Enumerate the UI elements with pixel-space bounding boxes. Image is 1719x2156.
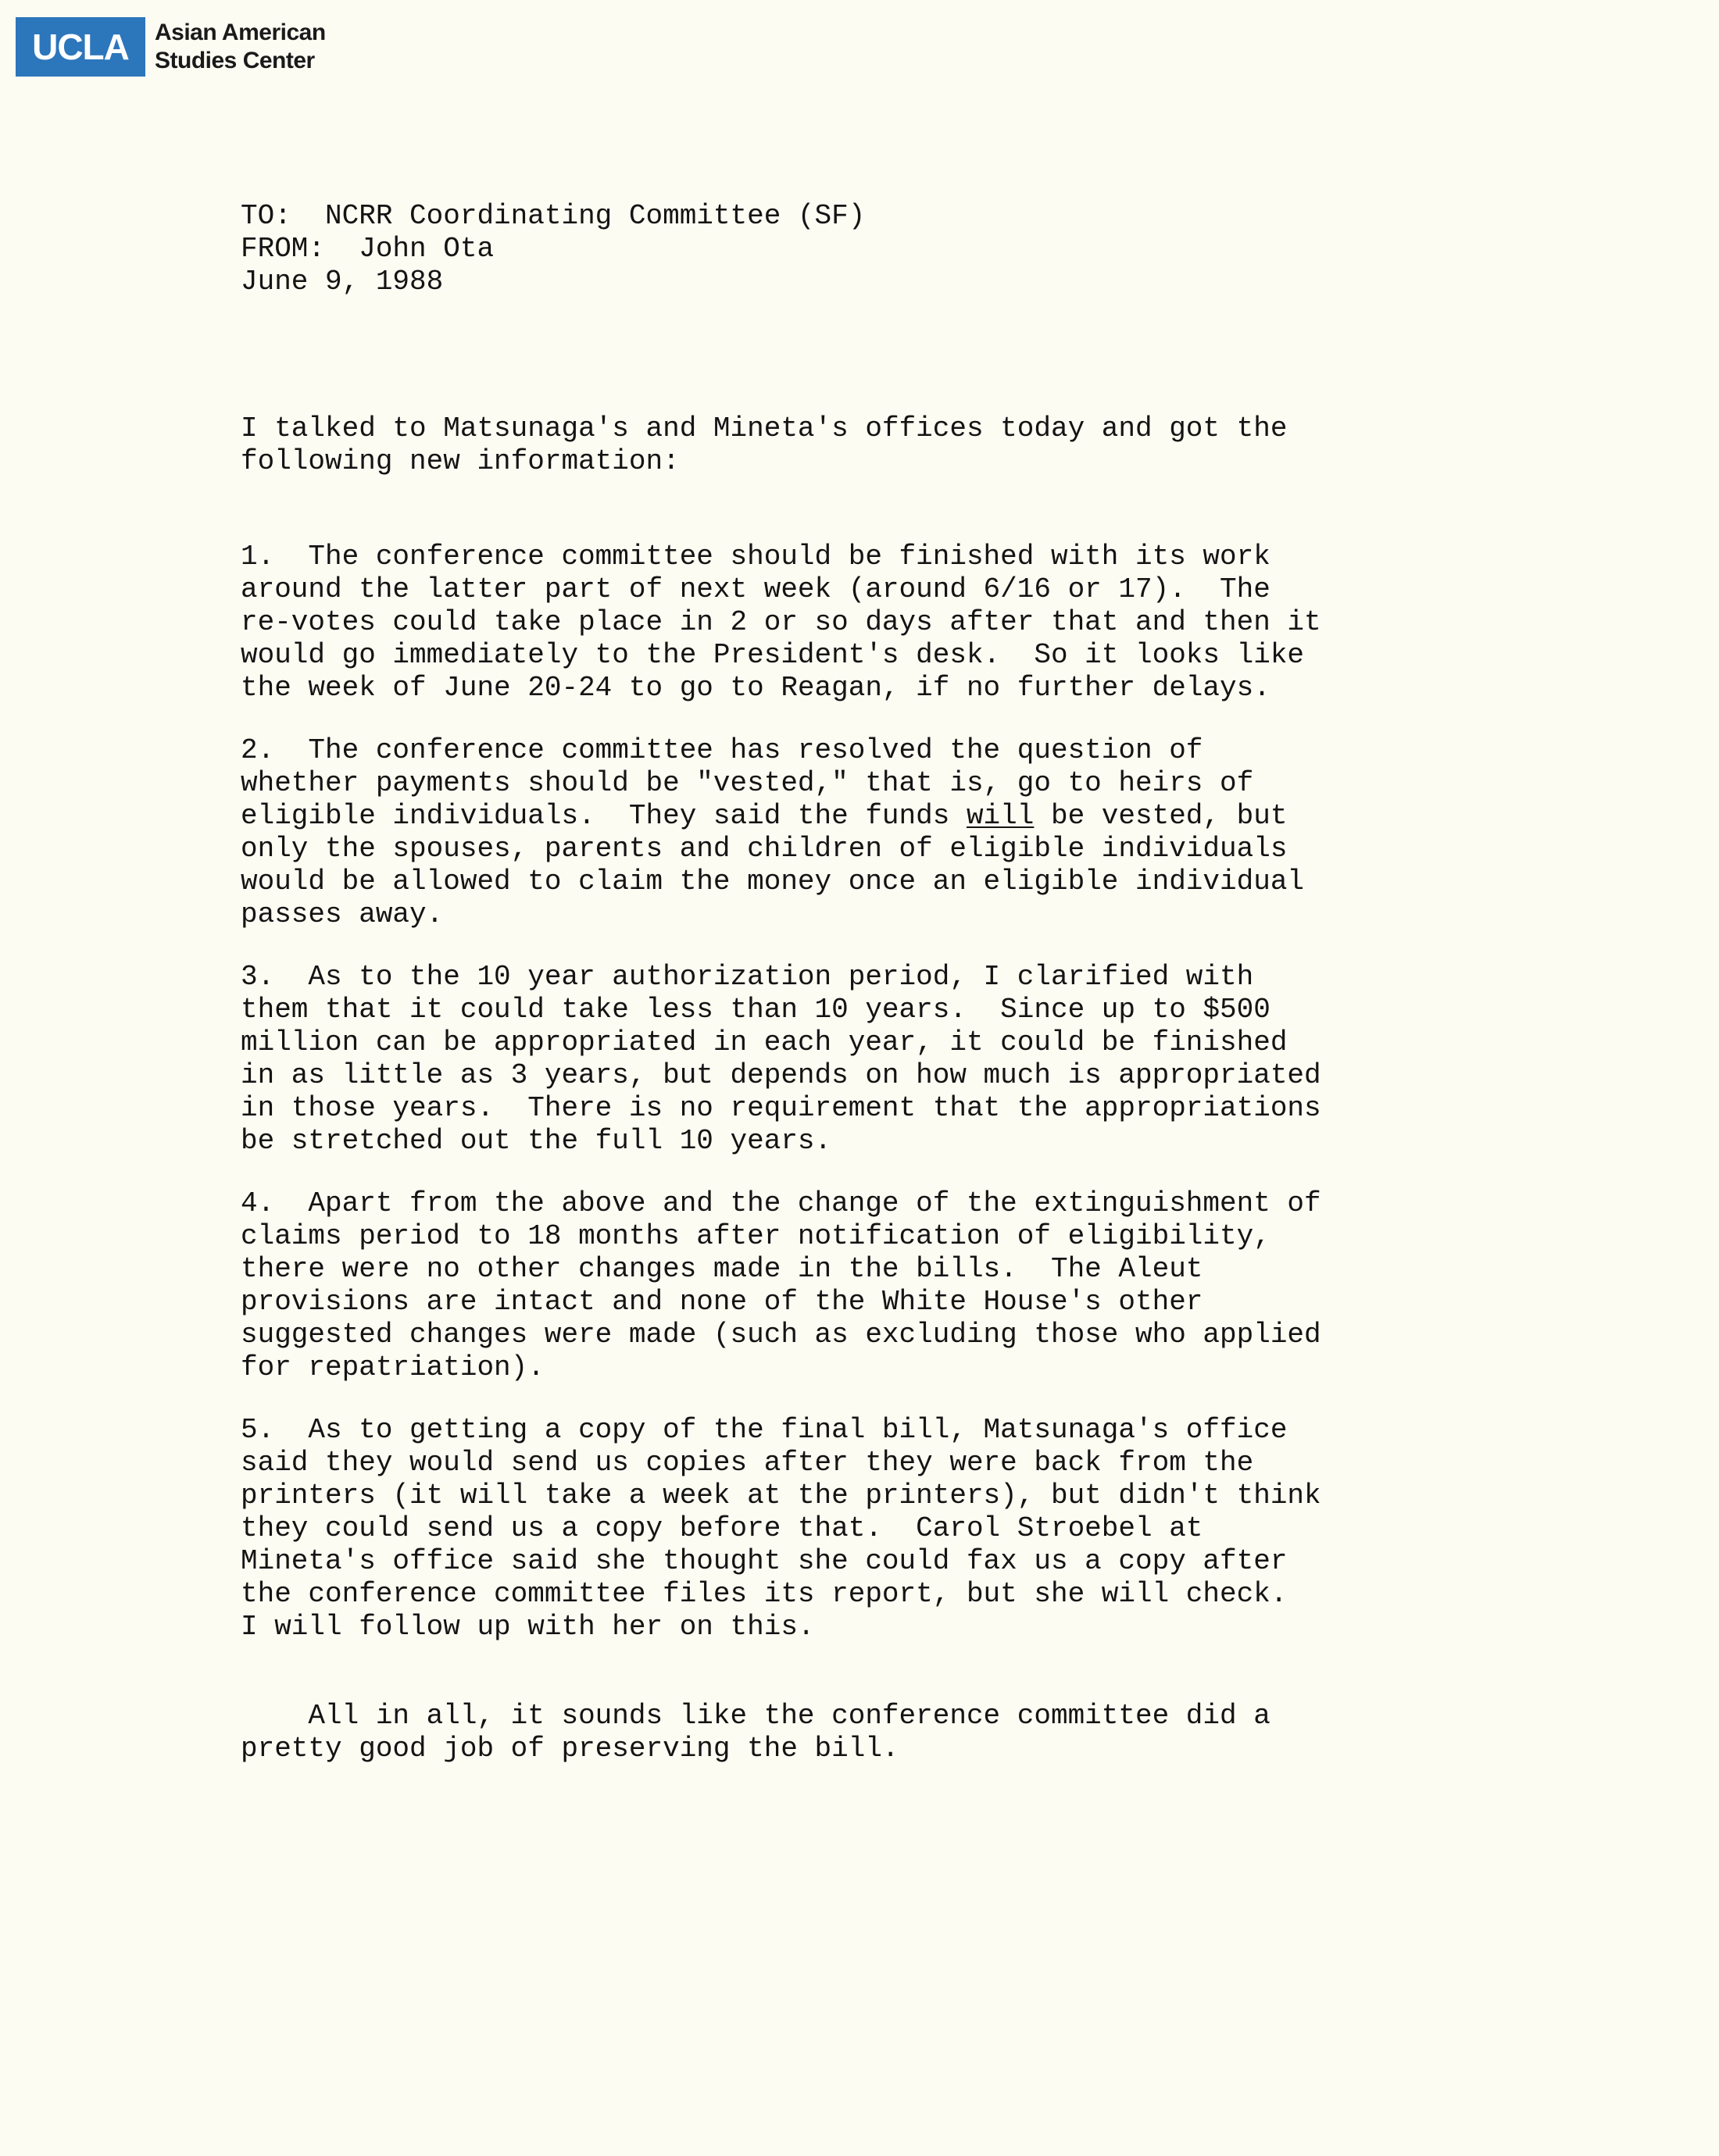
memo-item-5	[241, 1414, 1522, 1644]
memo-header	[241, 200, 1522, 298]
memo-body	[241, 200, 1522, 1765]
paragraph-line: there were no other changes made in the bills. The Aleut	[241, 1253, 1203, 1285]
text-segment: eligible individuals. They said the funds	[241, 800, 967, 832]
paragraph-line: said they would send us copies after they were back from the	[241, 1447, 1254, 1479]
paragraph-line: provisions are intact and none of the White House's other	[241, 1286, 1203, 1318]
memo-closing-paragraph	[241, 1700, 1522, 1765]
paragraph-line: would be allowed to claim the money once an eligible individual	[241, 866, 1305, 898]
center-name-line2: Studies Center	[155, 48, 315, 73]
memo-item-1	[241, 541, 1522, 705]
paragraph-line: 5. As to getting a copy of the final bill, Matsunaga's office	[241, 1414, 1288, 1446]
center-name-line1: Asian American	[155, 20, 326, 45]
text-segment: be vested, but	[1034, 800, 1288, 832]
paragraph-line: around the latter part of next week (around 6/16 or 17). The	[241, 573, 1270, 605]
memo-from-line: FROM: John Ota	[241, 233, 495, 265]
memo-item-4	[241, 1187, 1522, 1384]
center-name	[155, 19, 326, 75]
paragraph-line: they could send us a copy before that. Carol Stroebel at	[241, 1512, 1203, 1544]
paragraph-line: 1. The conference committee should be finished with its work	[241, 541, 1270, 573]
ucla-aasc-logo	[16, 17, 326, 77]
ucla-logo-box: UCLA	[16, 17, 145, 77]
paragraph-line: in as little as 3 years, but depends on how much is appropriated	[241, 1059, 1321, 1091]
paragraph-line: them that it could take less than 10 years. Since up to $500	[241, 994, 1270, 1026]
paragraph-line: following new information:	[241, 445, 680, 477]
paragraph-line: in those years. There is no requirement that the appropriations	[241, 1092, 1321, 1124]
paragraph-line: 2. The conference committee has resolved the question of	[241, 734, 1203, 766]
paragraph-line: the conference committee files its report, but she will check.	[241, 1578, 1288, 1610]
paragraph-line: would go immediately to the President's desk. So it looks like	[241, 639, 1305, 671]
paragraph-line: printers (it will take a week at the printers), but didn't think	[241, 1480, 1321, 1512]
paragraph-line: million can be appropriated in each year, it could be finished	[241, 1026, 1288, 1058]
memo-item-3	[241, 961, 1522, 1158]
paragraph-line: 3. As to the 10 year authorization period, I clarified with	[241, 961, 1254, 993]
paragraph-line: only the spouses, parents and children of eligible individuals	[241, 833, 1288, 865]
paragraph-line: passes away.	[241, 898, 444, 930]
paragraph-line	[241, 800, 1522, 833]
memo-item-2	[241, 734, 1522, 931]
paragraph-line: I talked to Matsunaga's and Mineta's offices today and got the	[241, 412, 1288, 444]
paragraph-line: I will follow up with her on this.	[241, 1611, 815, 1643]
paragraph-line: pretty good job of preserving the bill.	[241, 1733, 899, 1765]
paragraph-line: Mineta's office said she thought she could fax us a copy after	[241, 1545, 1288, 1577]
paragraph-line: suggested changes were made (such as excluding those who applied	[241, 1319, 1321, 1351]
underlined-word: will	[966, 800, 1035, 832]
memo-to-line: TO: NCRR Coordinating Committee (SF)	[241, 200, 866, 232]
paragraph-line: for repatriation).	[241, 1351, 545, 1383]
paragraph-line: whether payments should be "vested," that is, go to heirs of	[241, 767, 1254, 799]
paragraph-line: re-votes could take place in 2 or so days after that and then it	[241, 606, 1321, 638]
paragraph-line: 4. Apart from the above and the change of the extinguishment of	[241, 1187, 1321, 1219]
paragraph-line: the week of June 20-24 to go to Reagan, if no further delays.	[241, 672, 1270, 704]
paragraph-line: claims period to 18 months after notification of eligibility,	[241, 1220, 1270, 1252]
paragraph-line: All in all, it sounds like the conference committee did a	[241, 1700, 1270, 1732]
memo-intro-paragraph	[241, 412, 1522, 478]
paragraph-line: be stretched out the full 10 years.	[241, 1125, 832, 1157]
memo-date-line: June 9, 1988	[241, 266, 444, 298]
